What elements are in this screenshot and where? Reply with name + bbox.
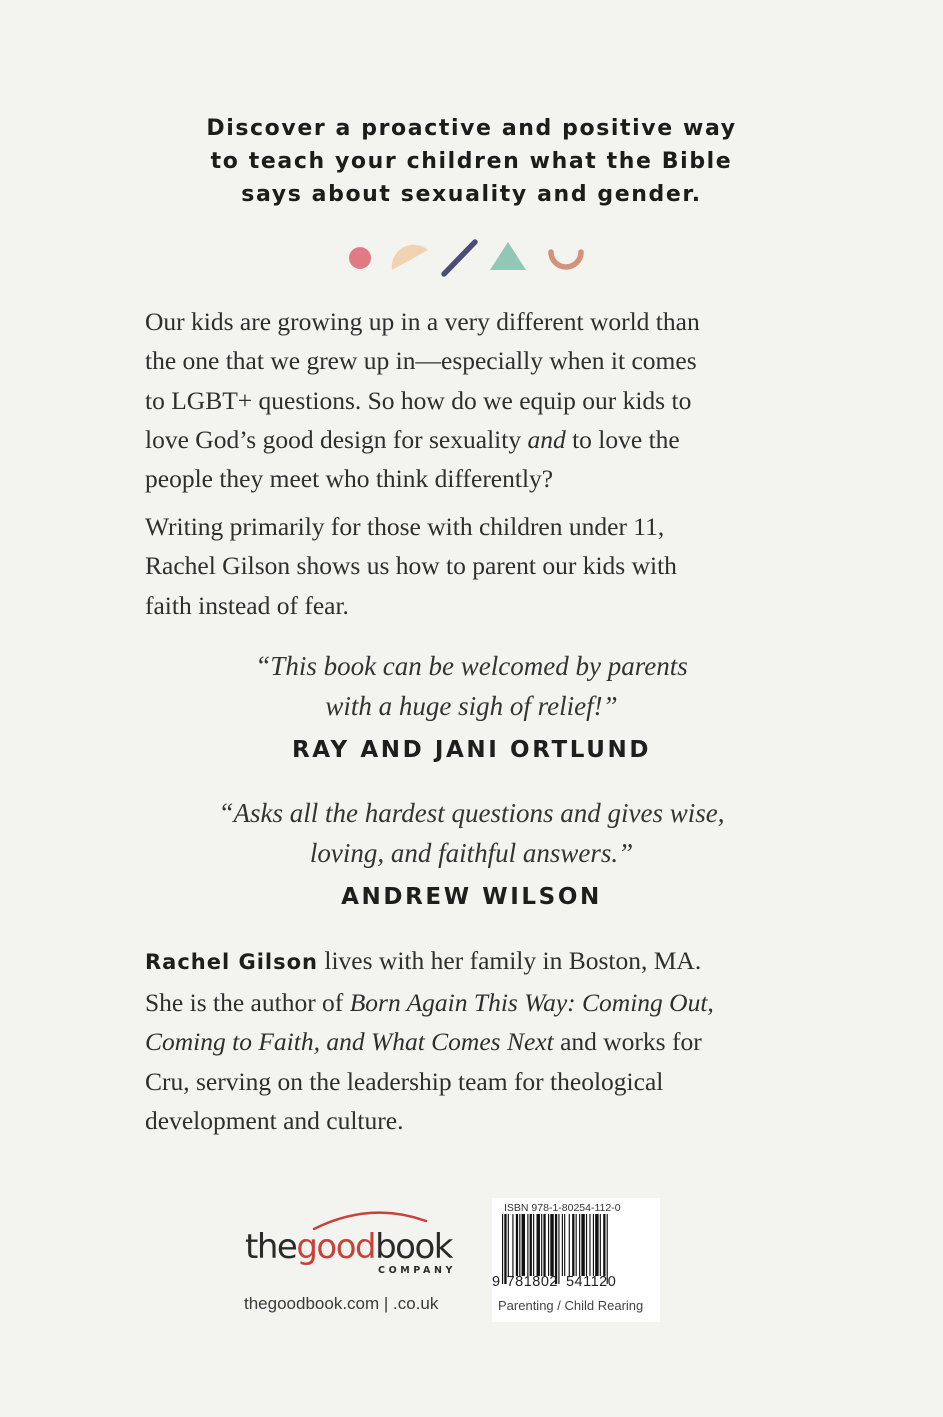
paragraph-line: faith instead of fear. bbox=[145, 590, 349, 620]
text-run: She is the author of bbox=[145, 987, 350, 1017]
publisher-website: thegoodbook.com | .co.uk bbox=[244, 1294, 439, 1313]
book-title-italic: Born Again This Way: Coming Out, bbox=[349, 987, 714, 1017]
intro-paragraph bbox=[145, 302, 790, 498]
quote-line: “Asks all the hardest questions and gives wise, bbox=[218, 798, 725, 828]
tagline-line: to teach your children what the Bible bbox=[210, 149, 733, 174]
bio-line bbox=[145, 941, 790, 983]
isbn-digit-first: 9 bbox=[492, 1274, 501, 1290]
author-name: Rachel Gilson bbox=[145, 950, 319, 974]
logo-book: book bbox=[375, 1227, 452, 1267]
author-bio bbox=[145, 941, 790, 1141]
paragraph-line bbox=[145, 420, 790, 459]
bio-line bbox=[145, 983, 790, 1023]
paragraph-line: Our kids are growing up in a very different world than bbox=[145, 307, 700, 336]
quote-line: “This book can be welcomed by parents bbox=[255, 651, 688, 681]
paragraph-line: the one that we grew up in—especially when it comes bbox=[145, 346, 697, 376]
text-run: lives with her family in Boston, MA. bbox=[318, 946, 702, 975]
logo-good: good bbox=[296, 1227, 376, 1267]
isbn-label: ISBN 978-1-80254-112-0 bbox=[504, 1202, 621, 1214]
logo-wordmark bbox=[245, 1227, 452, 1267]
isbn-barcode bbox=[492, 1198, 660, 1322]
text-run: and works for bbox=[553, 1027, 702, 1056]
endorsement-author: ANDREW WILSON bbox=[341, 884, 602, 910]
arc-icon bbox=[551, 252, 581, 267]
quote-line: with a huge sigh of relief!” bbox=[325, 690, 618, 721]
triangle-icon bbox=[490, 242, 526, 270]
paragraph-line: to LGBT+ questions. So how do we equip our kids to bbox=[145, 385, 692, 415]
isbn-digit-group: 541120 bbox=[565, 1274, 617, 1290]
logo-company: COMPANY bbox=[378, 1265, 456, 1276]
isbn-digits bbox=[492, 1274, 616, 1290]
description-paragraph bbox=[145, 507, 790, 625]
bio-line: development and culture. bbox=[145, 1106, 404, 1135]
logo-the: the bbox=[245, 1227, 297, 1267]
dot-icon bbox=[349, 247, 371, 269]
isbn-digit-group: 781802 bbox=[506, 1274, 558, 1290]
tagline bbox=[150, 112, 793, 211]
endorsement-author: RAY AND JANI ORTLUND bbox=[291, 737, 652, 763]
paragraph-line: Writing primarily for those with children under 11, bbox=[145, 512, 665, 541]
text-run: to love the bbox=[565, 424, 680, 454]
text-run: love God’s good design for sexuality bbox=[145, 424, 528, 454]
endorsement-quote bbox=[145, 647, 798, 726]
bio-line: Cru, serving on the leadership team for theological bbox=[145, 1066, 664, 1096]
decorative-shapes bbox=[340, 236, 600, 280]
bio-line bbox=[145, 1022, 790, 1062]
endorsement-quote bbox=[145, 794, 798, 873]
tagline-line: says about sexuality and gender. bbox=[241, 182, 702, 207]
book-category: Parenting / Child Rearing bbox=[498, 1298, 644, 1313]
slash-icon bbox=[444, 242, 475, 274]
quote-line: loving, and faithful answers.” bbox=[309, 837, 634, 868]
paragraph-line: people they meet who think differently? bbox=[145, 464, 554, 494]
paragraph-line: Rachel Gilson shows us how to parent our kids with bbox=[145, 551, 677, 581]
half-circle-icon bbox=[392, 245, 428, 270]
italic-text: and bbox=[527, 424, 566, 454]
book-title-italic: Coming to Faith, and What Comes Next bbox=[145, 1027, 554, 1056]
tagline-line: Discover a proactive and positive way bbox=[206, 116, 737, 141]
